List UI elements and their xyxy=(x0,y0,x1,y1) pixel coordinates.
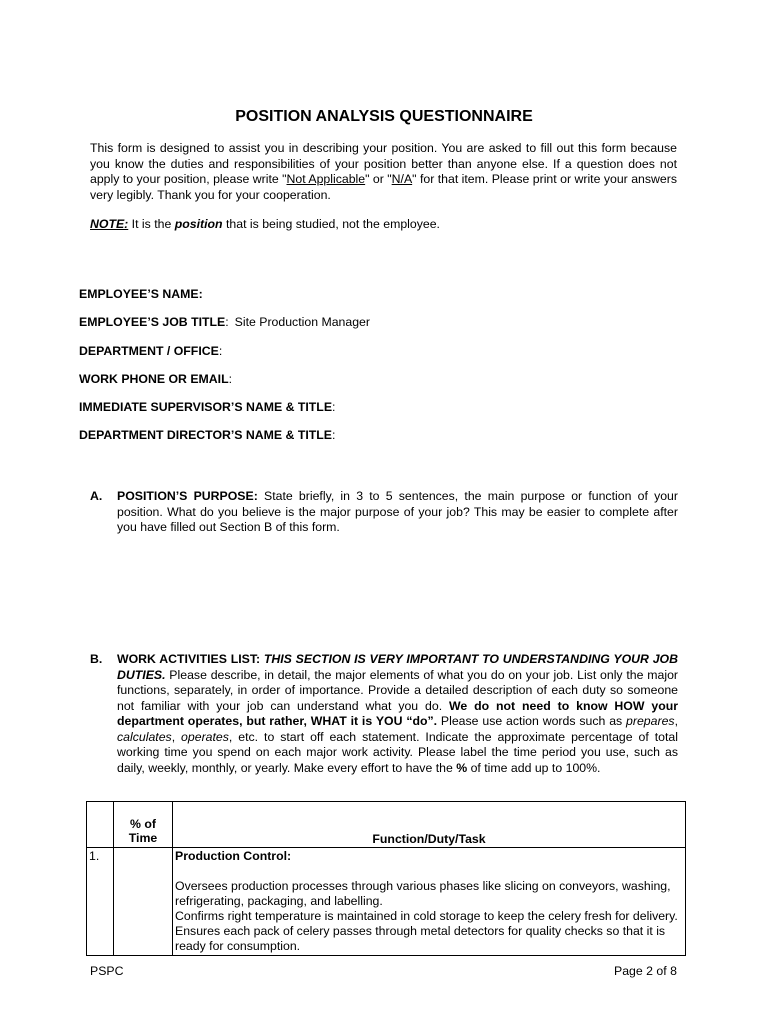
field-colon: : xyxy=(218,344,223,358)
field-label: EMPLOYEE’S NAME: xyxy=(79,287,203,301)
section-letter: B. xyxy=(90,652,103,666)
header-function-cell: Function/Duty/Task xyxy=(173,802,686,848)
row-line: Confirms right temperature is maintained in cold storage to keep the celery fresh for delivery. xyxy=(175,909,678,923)
na-text: N/A xyxy=(391,172,413,186)
director-field xyxy=(79,428,341,442)
field-colon: : xyxy=(332,400,336,414)
section-heading: POSITION’S PURPOSE: xyxy=(117,489,258,503)
intro-text: This form is designed to assist you in describing your position. You are asked to fill out this form because you know the duties and responsibilities of your position better than anyone else. If a question does not apply to your position, please write " xyxy=(90,141,677,186)
action-word: calculates xyxy=(117,729,172,744)
section-b-body xyxy=(117,652,678,776)
section-bold-text: % xyxy=(456,760,468,775)
page-number: Page 2 of 8 xyxy=(614,964,677,978)
field-label: DEPARTMENT / OFFICE xyxy=(79,344,219,358)
section-text: Please describe, in detail, the major elements of what you do on your job. List only the major functions, separately, in order of importance. Provide a detailed description of each duty so someone not familiar with your job can understand what you do. xyxy=(117,667,678,713)
page-title: POSITION ANALYSIS QUESTIONNAIRE xyxy=(235,108,533,125)
section-bold-text: We do not need to know HOW your department operates, but rather, WHAT it is YOU “do”. xyxy=(117,698,678,728)
section-b xyxy=(90,652,678,776)
action-word: operates xyxy=(181,729,229,744)
field-colon: : xyxy=(332,428,336,442)
section-letter: A. xyxy=(90,489,103,503)
field-colon: : xyxy=(228,372,233,386)
row-function xyxy=(173,848,686,956)
row-line: Ensures each pack of celery passes through metal detectors for quality checks so that it is ready for consumption. xyxy=(175,924,666,953)
row-line: Oversees production processes through various phases like slicing on conveyors, washing, refrigerating, packaging, and labelling. xyxy=(175,879,671,908)
row-number: 1. xyxy=(87,848,114,956)
section-heading-emphasis: THIS SECTION IS VERY IMPORTANT TO UNDERSTANDING YOUR JOB DUTIES. xyxy=(117,652,678,682)
action-word: prepares xyxy=(626,714,675,728)
field-label: EMPLOYEE’S JOB TITLE xyxy=(79,315,226,329)
section-text: of time add up to 100%. xyxy=(467,760,601,775)
table-row xyxy=(87,848,686,956)
field-colon: : xyxy=(225,315,229,329)
section-a-body xyxy=(117,489,678,536)
employee-name-field xyxy=(79,287,209,301)
note-text: that is being studied, not the employee. xyxy=(222,217,440,231)
intro-text: " for that item. Please print or write your answers very legibly. Thank you for your cooperation. xyxy=(90,172,677,202)
section-text: , xyxy=(674,714,678,728)
row-time[interactable] xyxy=(114,848,173,956)
section-text: , etc. to start off each statement. Indicate the approximate percentage of total working time you spend on each major work activity. Please label the time period you use, such as daily, weekly, monthly, or yearly. Make every effort to have the xyxy=(117,729,678,775)
note-emphasis: position xyxy=(174,217,223,231)
header-num-cell xyxy=(87,802,114,848)
field-label: IMMEDIATE SUPERVISOR’S NAME & TITLE xyxy=(79,400,333,414)
department-field xyxy=(79,344,228,358)
note-line xyxy=(90,217,690,231)
note-text: It is the xyxy=(128,217,175,231)
job-title-field xyxy=(79,315,370,329)
section-a xyxy=(90,489,678,536)
table-header-row xyxy=(87,802,686,848)
phone-email-field xyxy=(79,372,238,386)
footer-org: PSPC xyxy=(90,964,124,978)
field-label: DEPARTMENT DIRECTOR’S NAME & TITLE xyxy=(79,428,332,442)
section-heading: WORK ACTIVITIES LIST: xyxy=(117,652,261,666)
row-heading: Production Control: xyxy=(175,849,292,863)
note-label: NOTE: xyxy=(90,217,129,231)
duties-table xyxy=(86,801,686,956)
not-applicable-text: Not Applicable xyxy=(286,172,366,186)
supervisor-field xyxy=(79,400,341,414)
field-value[interactable]: Site Production Manager xyxy=(234,315,370,329)
intro-paragraph xyxy=(90,141,677,203)
header-time-cell: % of Time xyxy=(114,802,173,848)
section-text: , xyxy=(171,729,182,744)
section-text: State briefly, in 3 to 5 sentences, the main purpose or function of your position. What do you believe is the major purpose of your job? This may be easier to complete after you have filled out Section B of this form. xyxy=(117,489,678,534)
field-label: WORK PHONE OR EMAIL xyxy=(79,372,229,386)
section-text: Please use action words such as xyxy=(437,714,627,728)
intro-text: " or " xyxy=(365,172,392,186)
